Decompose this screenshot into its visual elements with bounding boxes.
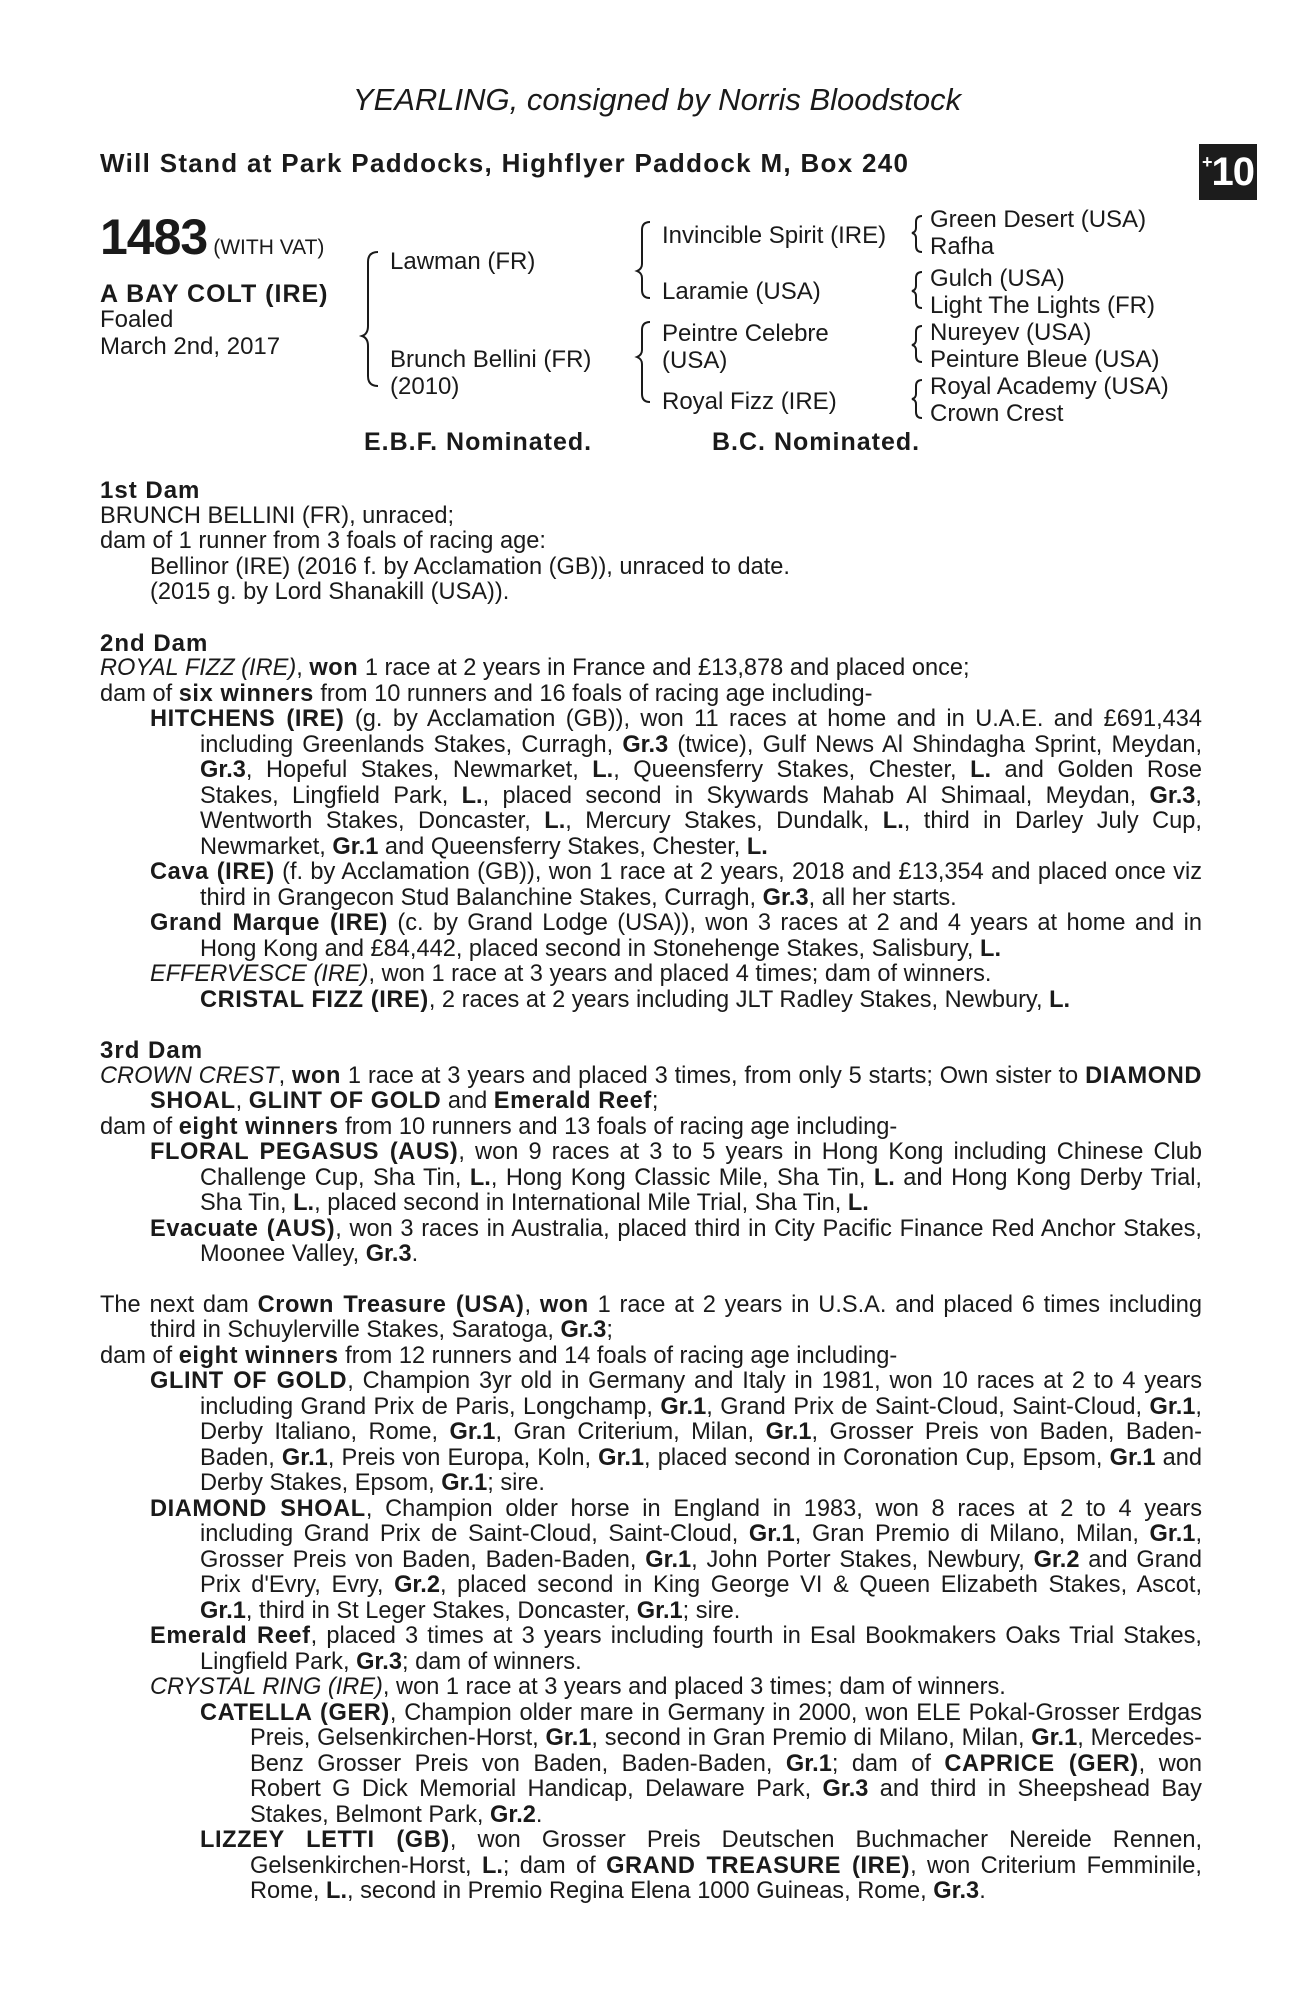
pedigree-g1: Green Desert (USA) bbox=[930, 206, 1147, 233]
brace-main bbox=[362, 252, 378, 386]
produce-crystal-ring: CRYSTAL RING (IRE), won 1 race at 3 years and placed 3 times; dam of winners. bbox=[150, 1674, 1006, 1700]
lot-number: 1483 bbox=[100, 209, 208, 265]
produce-record bbox=[100, 478, 1202, 1905]
produce-glint-of-gold: GLINT OF GOLD, Champion 3yr old in Germany and Italy in 1981, won 10 races at 2 to 4 years including Grand Prix de Paris, Longchamp, Gr.1, Grand Prix de Saint-Cloud, Saint-Cloud, Gr.1, Derby Italiano, Rome, Gr.1, Gran Criterium, Milan, Gr.1, Grosser Preis von Baden, Baden-Baden, Gr.1, Preis von Europa, Koln, Gr.1, placed second in Coronation Cup, Epsom, Gr.1 and Derby Stakes, Epsom, Gr.1; sire. bbox=[150, 1368, 1203, 1496]
ebf-nominated: E.B.F. Nominated. bbox=[364, 428, 593, 456]
pedigree-sire-dam: Laramie (USA) bbox=[662, 278, 821, 305]
pedigree-dam-line2: (2010) bbox=[390, 373, 460, 400]
produce-grand-marque: Grand Marque (IRE) (c. by Grand Lodge (USA)), won 3 races at 2 and 4 years at home and in Hong Kong and £84,442, placed second in Stonehenge Stakes, Salisbury, L. bbox=[150, 910, 1202, 962]
pedigree-g2: Rafha bbox=[930, 233, 995, 260]
badge-mark: + bbox=[1201, 151, 1212, 172]
pedigree-g6: Peinture Bleue (USA) bbox=[930, 346, 1160, 373]
produce-floral-pegasus: FLORAL PEGASUS (AUS), won 9 races at 3 to 5 years in Hong Kong including Chinese Club Challenge Cup, Sha Tin, L., Hong Kong Classic Mile, Sha Tin, L. and Hong Kong Derby Trial, Sha Tin, L., placed second in International Mile Trial, Sha Tin, L. bbox=[150, 1139, 1202, 1216]
pedigree-dam-sire-line1: Peintre Celebre bbox=[662, 320, 829, 347]
bc-nominated: B.C. Nominated. bbox=[712, 428, 921, 456]
next-dam-produce: dam of eight winners from 12 runners and 14 foals of racing age including- bbox=[100, 1342, 898, 1369]
pedigree-g8: Crown Crest bbox=[930, 400, 1064, 427]
foaled-label: Foaled bbox=[100, 306, 174, 333]
pedigree-sire-sire: Invincible Spirit (IRE) bbox=[662, 222, 887, 249]
third-dam-heading: 3rd Dam bbox=[100, 1037, 204, 1064]
page-badge bbox=[1199, 144, 1257, 200]
stand-location: Will Stand at Park Paddocks, Highflyer Paddock M, Box 240 bbox=[100, 148, 910, 178]
pedigree-dam-dam: Royal Fizz (IRE) bbox=[662, 388, 837, 415]
second-dam-produce: dam of six winners from 10 runners and 16 foals of racing age including- bbox=[100, 680, 873, 707]
produce-cava: Cava (IRE) (f. by Acclamation (GB)), won 1 race at 2 years, 2018 and £13,354 and placed once viz third in Grangecon Stud Balanchine Stakes, Curragh, Gr.3, all her starts. bbox=[150, 859, 1202, 911]
lot-vat: (WITH VAT) bbox=[213, 236, 325, 259]
first-dam-line4: (2015 g. by Lord Shanakill (USA)). bbox=[150, 579, 510, 605]
third-dam-summary: CROWN CREST, won 1 race at 3 years and placed 3 times, from only 5 starts; Own sister to DIAMOND SHOAL, GLINT OF GOLD and Emerald Reef; bbox=[100, 1062, 1202, 1114]
page-title: YEARLING, consigned by Norris Bloodstock bbox=[352, 82, 962, 117]
produce-evacuate: Evacuate (AUS), won 3 races in Australia, placed third in City Pacific Finance Red Anchor Stakes, Moonee Valley, Gr.3. bbox=[150, 1215, 1202, 1267]
lot-heading bbox=[100, 208, 324, 266]
produce-effervesce: EFFERVESCE (IRE), won 1 race at 3 years and placed 4 times; dam of winners. bbox=[150, 961, 992, 987]
produce-lizzey-letti: LIZZEY LETTI (GB), won Grosser Preis Deutschen Buchmacher Nereide Rennen, Gelsenkirchen-Horst, L.; dam of GRAND TREASURE (IRE), won Criterium Femminile, Rome, L., second in Premio Regina Elena 1000 Guineas, Rome, Gr.3. bbox=[200, 1827, 1203, 1904]
pedigree-dam-line1: Brunch Bellini (FR) bbox=[390, 346, 592, 373]
first-dam-heading: 1st Dam bbox=[100, 477, 201, 504]
pedigree-dam-sire-line2: (USA) bbox=[662, 347, 728, 374]
first-dam-line1: BRUNCH BELLINI (FR), unraced; bbox=[100, 502, 454, 529]
pedigree-g4: Light The Lights (FR) bbox=[930, 292, 1155, 319]
produce-catella: CATELLA (GER), Champion older mare in Germany in 2000, won ELE Pokal-Grosser Erdgas Preis, Gelsenkirchen-Horst, Gr.1, second in Gran Premio di Milano, Milan, Gr.1, Mercedes-Benz Grosser Preis von Baden, Baden-Baden, Gr.1; dam of CAPRICE (GER), won Robert G Dick Memorial Handicap, Delaware Park, Gr.3 and third in Sheepshead Bay Stakes, Belmont Park, Gr.2. bbox=[200, 1699, 1203, 1828]
produce-emerald-reef: Emerald Reef, placed 3 times at 3 years including fourth in Esal Bookmakers Oaks Trial Stakes, Lingfield Park, Gr.3; dam of winners. bbox=[150, 1623, 1202, 1675]
produce-cristal-fizz: CRISTAL FIZZ (IRE), 2 races at 2 years including JLT Radley Stakes, Newbury, L. bbox=[200, 986, 1071, 1013]
badge-number: 10 bbox=[1211, 149, 1254, 194]
brace-sire bbox=[637, 222, 650, 298]
foaled-date: March 2nd, 2017 bbox=[100, 333, 281, 360]
next-dam-summary: The next dam Crown Treasure (USA), won 1 race at 2 years in U.S.A. and placed 6 times including third in Schuylerville Stakes, Saratoga, Gr.3; bbox=[100, 1291, 1202, 1343]
pedigree-sire: Lawman (FR) bbox=[390, 248, 536, 275]
first-dam-line3: Bellinor (IRE) (2016 f. by Acclamation (GB)), unraced to date. bbox=[150, 553, 790, 580]
produce-hitchens: HITCHENS (IRE) (g. by Acclamation (GB)), won 11 races at home and in U.A.E. and £691,434 including Greenlands Stakes, Curragh, Gr.3 (twice), Gulf News Al Shindagha Sprint, Meydan, Gr.3, Hopeful Stakes, Newmarket, L., Queensferry Stakes, Chester, L. and Golden Rose Stakes, Lingfield Park, L., placed second in Skywards Mahab Al Shimaal, Meydan, Gr.3, Wentworth Stakes, Doncaster, L., Mercury Stakes, Dundalk, L., third in Darley July Cup, Newmarket, Gr.1 and Queensferry Stakes, Chester, L. bbox=[150, 706, 1202, 860]
second-dam-heading: 2nd Dam bbox=[100, 629, 209, 657]
second-dam-summary: ROYAL FIZZ (IRE), won 1 race at 2 years in France and £13,878 and placed once; bbox=[100, 655, 970, 681]
pedigree-g5: Nureyev (USA) bbox=[930, 319, 1092, 346]
pedigree-g7: Royal Academy (USA) bbox=[930, 373, 1169, 400]
lot-description: A BAY COLT (IRE) bbox=[100, 280, 329, 308]
brace-dam bbox=[637, 322, 650, 402]
third-dam-produce: dam of eight winners from 10 runners and 13 foals of racing age including- bbox=[100, 1113, 898, 1140]
foaled-info bbox=[100, 306, 280, 360]
pedigree-g3: Gulch (USA) bbox=[930, 265, 1065, 292]
first-dam-line2: dam of 1 runner from 3 foals of racing age: bbox=[100, 528, 546, 554]
produce-diamond-shoal: DIAMOND SHOAL, Champion older horse in England in 1983, won 8 races at 2 to 4 years including Grand Prix de Saint-Cloud, Saint-Cloud, Gr.1, Gran Premio di Milano, Milan, Gr.1, Grosser Preis von Baden, Baden-Baden, Gr.1, John Porter Stakes, Newbury, Gr.2 and Grand Prix d'Evry, Evry, Gr.2, placed second in King George VI & Queen Elizabeth Stakes, Ascot, Gr.1, third in St Leger Stakes, Doncaster, Gr.1; sire. bbox=[150, 1495, 1203, 1624]
